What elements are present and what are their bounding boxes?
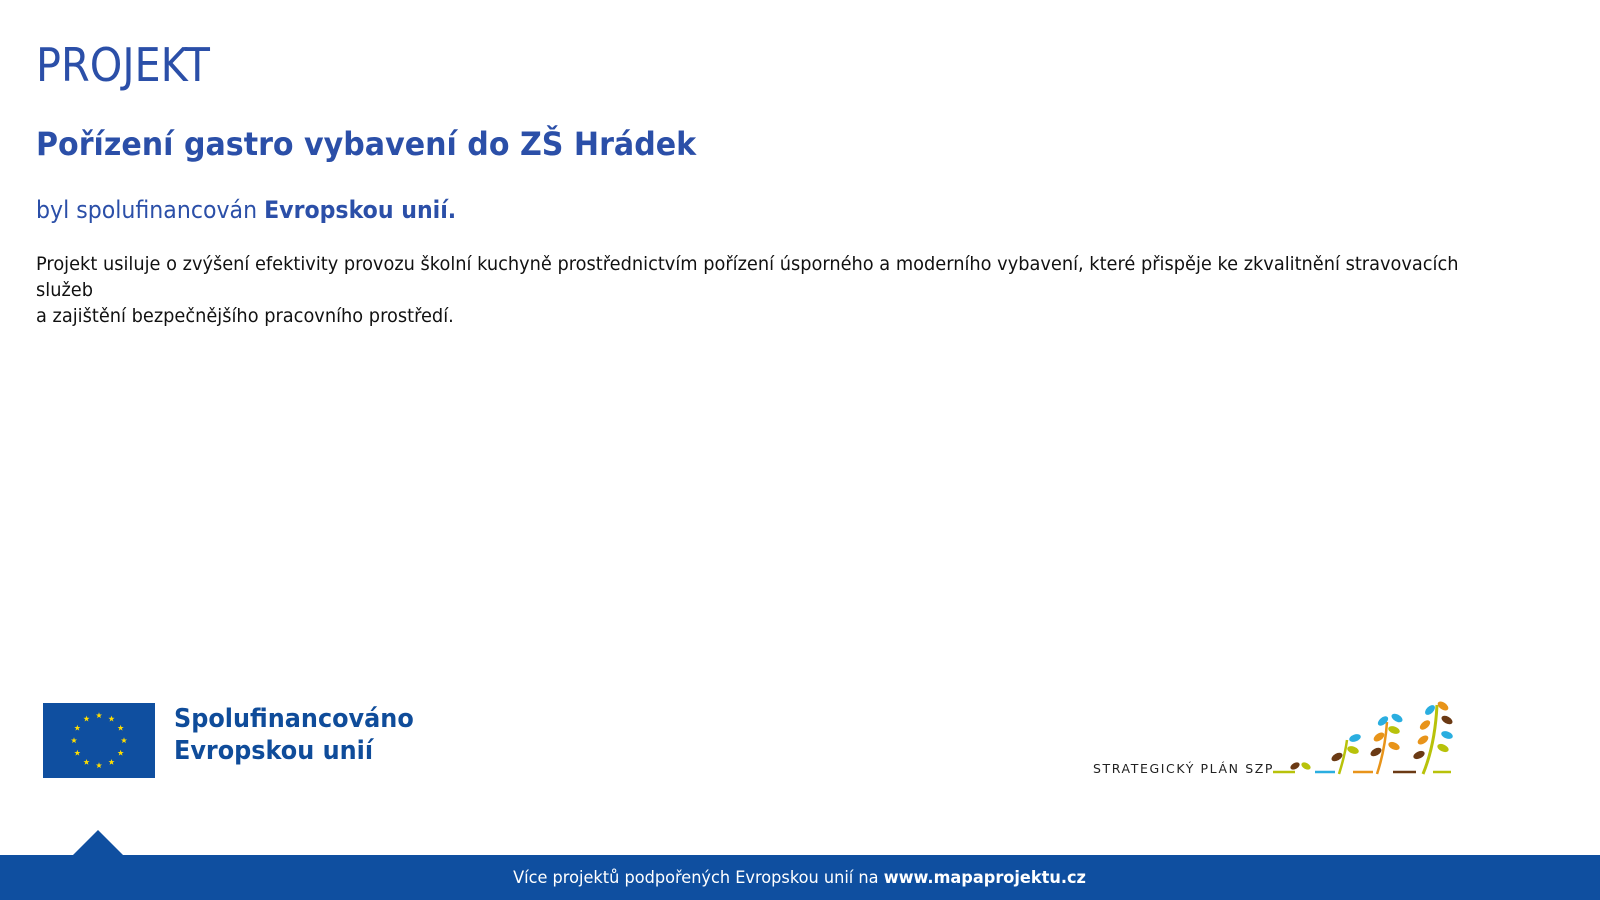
page-heading: PROJEKT — [36, 38, 210, 92]
eu-logo-line-2: Evropskou unií — [174, 736, 374, 766]
eu-logo-line-1: Spolufinancováno — [174, 704, 414, 734]
cofinance-line — [36, 196, 456, 224]
description-line-2: a zajištění bezpečnějšího pracovního prostředí. — [36, 305, 454, 327]
footer-link[interactable]: www.mapaprojektu.cz — [884, 867, 1087, 888]
footer-prefix: Více projektů podpořených Evropskou unií na — [513, 867, 885, 888]
strategic-plan-logo — [1093, 700, 1463, 780]
project-title: Pořízení gastro vybavení do ZŠ Hrádek — [36, 125, 697, 163]
eu-logo-text — [174, 703, 414, 767]
cofinance-bold: Evropskou unií. — [264, 196, 457, 224]
description-line-1: Projekt usiluje o zvýšení efektivity provozu školní kuchyně prostřednictvím pořízení úsporného a moderního vybavení, které přispěje ke zkvalitnění stravovacích služeb — [36, 253, 1459, 301]
footer-bar — [0, 855, 1600, 900]
cofinance-prefix: byl spolufinancován — [36, 196, 265, 224]
footer-text — [514, 868, 1087, 888]
strategic-plan-text: STRATEGICKÝ PLÁN SZP — [1093, 761, 1275, 776]
project-description — [36, 251, 1495, 329]
sprouting-plants-icon — [1273, 700, 1463, 780]
footer-notch — [73, 830, 123, 855]
eu-flag-icon — [43, 703, 155, 778]
